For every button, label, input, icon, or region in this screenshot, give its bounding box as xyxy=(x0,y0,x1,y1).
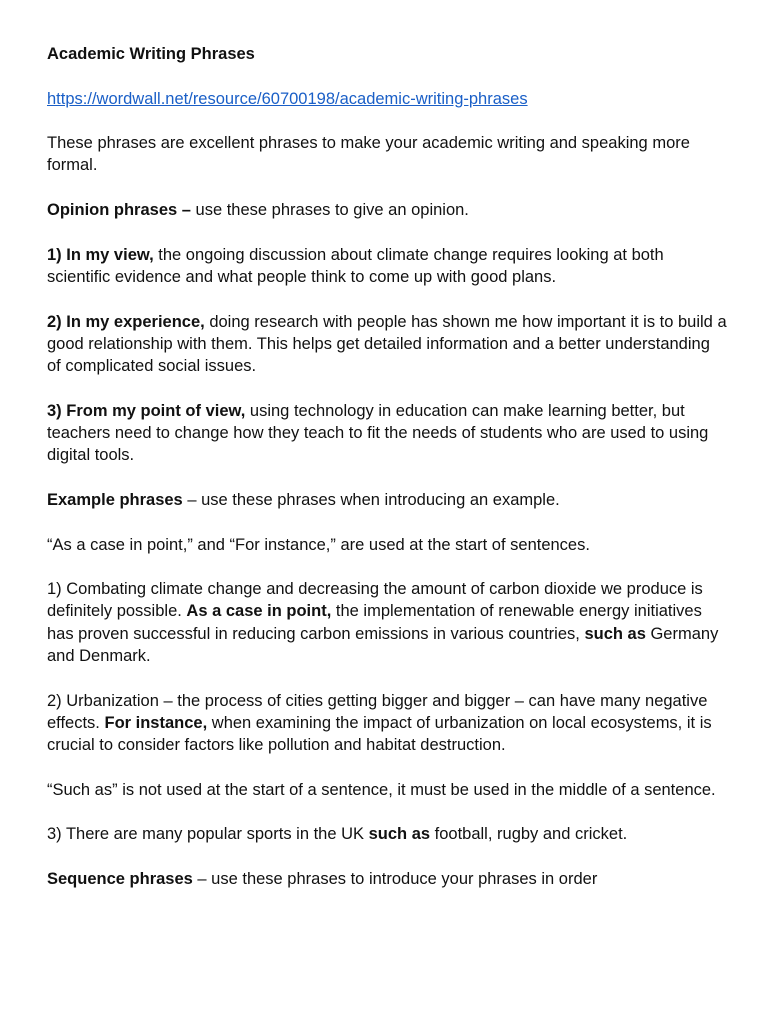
document-page xyxy=(47,43,727,913)
example-text: football, rugby and cricket. xyxy=(430,825,628,844)
opinion-text: using technology in education can make learning better, but teachers need to change how they teach to fit the needs of students who are used to using digital tools. xyxy=(47,401,709,465)
example-text: Germany and Denmark. xyxy=(47,624,719,666)
opinion-heading xyxy=(47,199,727,221)
example-phrase: As a case in point, xyxy=(186,602,332,621)
opinion-phrase: 2) In my experience, xyxy=(47,312,205,331)
example-text: 3) There are many popular sports in the UK xyxy=(47,825,369,844)
example-phrase: For instance, xyxy=(104,713,208,732)
sequence-heading-desc: – use these phrases to introduce your phrases in order xyxy=(192,869,598,888)
opinion-heading-desc: use these phrases to give an opinion. xyxy=(190,201,469,220)
example-text: when examining the impact of urbanization on local ecosystems, it is crucial to consider factors like pollution and habitat destruction. xyxy=(47,713,712,755)
example-text: the implementation of renewable energy initiatives has proven successful in reducing carbon emissions in various countries, xyxy=(47,602,702,643)
example-item-2 xyxy=(47,690,727,757)
opinion-text: the ongoing discussion about climate change requires looking at both scientific evidence and what people think to come up with good plans. xyxy=(47,245,664,286)
example-heading-label: Example phrases xyxy=(47,490,183,509)
opinion-item-2 xyxy=(47,311,727,378)
example-text: 1) Combating climate change and decreasing the amount of carbon dioxide we produce is definitely possible. xyxy=(47,580,703,621)
opinion-heading-label: Opinion phrases – xyxy=(47,201,191,220)
opinion-phrase: 3) From my point of view, xyxy=(47,401,246,420)
example-text: 2) Urbanization – the process of cities getting bigger and bigger – can have many negative effects. xyxy=(47,691,708,732)
opinion-text: doing research with people has shown me how important it is to build a good relationship with them. This helps get detailed information and a better understanding of complicated social issues. xyxy=(47,312,727,376)
example-note-2: “Such as” is not used at the start of a sentence, it must be used in the middle of a sentence. xyxy=(47,780,716,799)
resource-link[interactable]: https://wordwall.net/resource/60700198/academic-writing-phrases xyxy=(47,89,528,108)
resource-link-paragraph xyxy=(47,88,727,110)
opinion-phrase: 1) In my view, xyxy=(47,245,154,264)
example-phrase: such as xyxy=(368,825,431,844)
intro-paragraph: These phrases are excellent phrases to make your academic writing and speaking more formal. xyxy=(47,134,690,175)
opinion-item-1 xyxy=(47,244,727,289)
sequence-heading xyxy=(47,868,727,890)
example-heading xyxy=(47,489,727,511)
example-heading-desc: – use these phrases when introducing an example. xyxy=(182,490,560,509)
document-title: Academic Writing Phrases xyxy=(47,45,255,63)
example-item-3 xyxy=(47,823,727,845)
sequence-heading-label: Sequence phrases xyxy=(47,869,193,888)
example-item-1 xyxy=(47,578,727,667)
example-note-1: “As a case in point,” and “For instance,” are used at the start of sentences. xyxy=(47,535,590,554)
opinion-item-3 xyxy=(47,400,727,467)
example-phrase: such as xyxy=(584,624,646,643)
